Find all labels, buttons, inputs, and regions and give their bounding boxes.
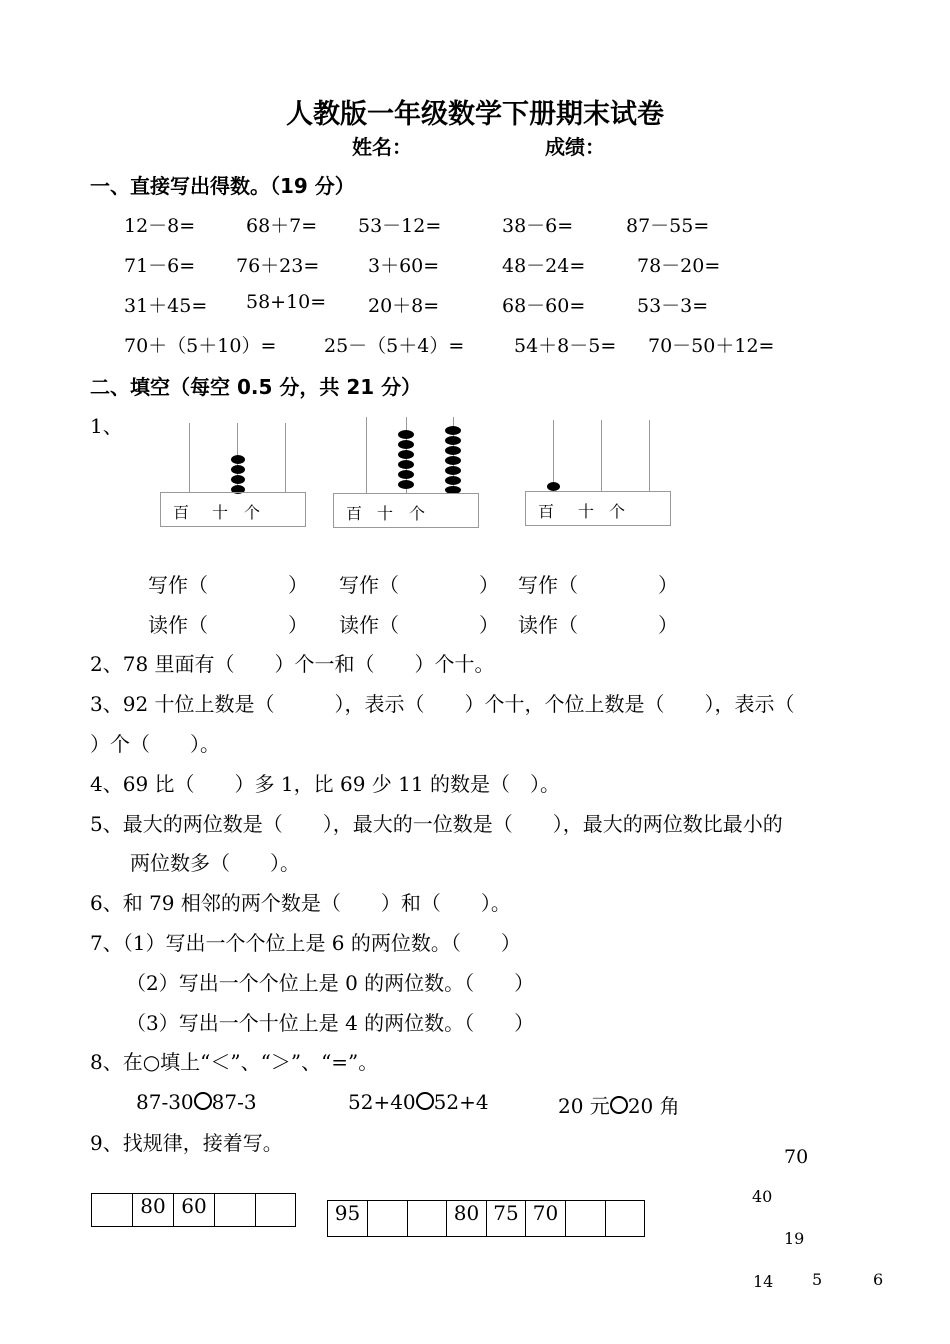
abacus-label-tens: 十 <box>578 502 595 521</box>
abacus-label-hundreds: 百 <box>538 502 555 521</box>
question-5: 5、最大的两位数是（ ），最大的一位数是（ ），最大的两位数比最小的 <box>90 812 783 836</box>
arithmetic-item: 53－12= <box>358 215 442 237</box>
side-number: 14 <box>753 1272 774 1291</box>
side-number: 70 <box>784 1146 809 1168</box>
sequence-2-cell[interactable] <box>367 1200 408 1237</box>
abacus-label-hundreds: 百 <box>346 504 363 523</box>
question-7-part3: （3）写出一个十位上是 4 的两位数。（ ） <box>126 1011 535 1035</box>
abacus-bead <box>398 470 414 479</box>
compare-circle[interactable] <box>194 1092 212 1110</box>
sequence-2-cell: 95 <box>327 1200 368 1237</box>
score-label: 成绩： <box>545 135 605 159</box>
abacus-bead <box>231 475 245 484</box>
arithmetic-item: 31＋45= <box>124 295 208 317</box>
arithmetic-item: 53－3= <box>637 295 709 317</box>
compare-left: 20 元 <box>558 1094 610 1118</box>
compare-item-1 <box>136 1090 257 1114</box>
question-7-part2: （2）写出一个个位上是 0 的两位数。（ ） <box>126 971 535 995</box>
abacus-bead <box>398 480 414 489</box>
sequence-1-cell[interactable] <box>91 1193 133 1227</box>
question-2: 2、78 里面有（ ）个一和（ ）个十。 <box>90 652 495 676</box>
arithmetic-item: 20＋8= <box>368 295 440 317</box>
abacus-bead <box>231 455 245 464</box>
arithmetic-item: 54＋8－5= <box>514 335 617 357</box>
abacus-bead <box>547 482 560 491</box>
question-8: 8、在○填上“＜”、“＞”、“=”。 <box>90 1050 379 1074</box>
arithmetic-item: 12－8= <box>124 215 196 237</box>
question-7-part1: 7、（1）写出一个个位上是 6 的两位数。（ ） <box>90 931 521 955</box>
question-6: 6、和 79 相邻的两个数是（ ）和（ ）。 <box>90 891 511 915</box>
read-as-blank: 读作（ ） <box>148 613 308 637</box>
arithmetic-item: 71－6= <box>124 255 196 277</box>
arithmetic-item: 76＋23= <box>236 255 320 277</box>
compare-left: 52+40 <box>348 1090 416 1114</box>
compare-right: 87-3 <box>211 1090 257 1114</box>
side-number: 19 <box>784 1229 805 1248</box>
arithmetic-item: 70＋（5＋10）= <box>124 335 277 357</box>
sequence-2-cell: 75 <box>486 1200 526 1237</box>
sequence-1-cell[interactable] <box>255 1193 296 1227</box>
compare-item-3 <box>558 1090 680 1119</box>
arithmetic-item: 25－（5＋4）= <box>324 335 465 357</box>
abacus-label-hundreds: 百 <box>173 503 190 522</box>
write-as-blank: 写作（ ） <box>148 573 308 597</box>
arithmetic-item: 87－55= <box>626 215 710 237</box>
compare-right: 52+4 <box>433 1090 489 1114</box>
abacus-rod <box>189 423 190 493</box>
compare-right: 20 角 <box>627 1094 680 1118</box>
side-number: 5 <box>812 1270 823 1289</box>
arithmetic-item: 3＋60= <box>368 255 440 277</box>
sequence-2-cell[interactable] <box>605 1200 645 1237</box>
abacus-bead <box>445 466 461 475</box>
arithmetic-item: 48－24= <box>502 255 586 277</box>
arithmetic-item: 68－60= <box>502 295 586 317</box>
abacus-bead <box>445 426 461 435</box>
abacus-bead <box>398 450 414 459</box>
question-3-continued: ）个（ ）。 <box>90 732 220 756</box>
read-as-blank: 读作（ ） <box>518 613 678 637</box>
question-5-continued: 两位数多（ ）。 <box>130 851 300 875</box>
abacus-rod <box>285 423 286 493</box>
side-number: 6 <box>873 1270 884 1289</box>
read-as-blank: 读作（ ） <box>339 613 499 637</box>
name-label: 姓名： <box>352 135 412 159</box>
arithmetic-item: 70－50＋12= <box>648 335 775 357</box>
arithmetic-item: 68＋7= <box>246 215 318 237</box>
section1-heading: 一、直接写出得数。（19 分） <box>90 174 355 198</box>
abacus-bead <box>445 476 461 485</box>
abacus-bead <box>398 460 414 469</box>
compare-left: 87-30 <box>136 1090 194 1114</box>
arithmetic-item: 58+10= <box>246 291 327 313</box>
sequence-1-cell[interactable] <box>214 1193 256 1227</box>
sequence-2-cell: 70 <box>525 1200 566 1237</box>
abacus-label-ones: 个 <box>609 502 626 521</box>
abacus-label-tens: 十 <box>212 503 229 522</box>
abacus-rod <box>649 420 650 492</box>
page-title: 人教版一年级数学下册期末试卷 <box>286 99 664 130</box>
compare-circle[interactable] <box>416 1092 434 1110</box>
compare-item-2 <box>348 1090 489 1114</box>
arithmetic-item: 78－20= <box>637 255 721 277</box>
question-9: 9、找规律，接着写。 <box>90 1131 283 1155</box>
sequence-2-cell[interactable] <box>407 1200 447 1237</box>
abacus-bead <box>445 446 461 455</box>
write-as-blank: 写作（ ） <box>518 573 678 597</box>
abacus-bead <box>398 440 414 449</box>
sequence-1-cell: 80 <box>132 1193 174 1227</box>
side-number: 40 <box>752 1187 773 1206</box>
abacus-label-tens: 十 <box>377 504 394 523</box>
question-4: 4、69 比（ ）多 1，比 69 少 11 的数是（ ）。 <box>90 772 560 796</box>
abacus-label-ones: 个 <box>244 503 261 522</box>
abacus-rod <box>366 417 367 494</box>
question-3: 3、92 十位上数是（ ），表示（ ）个十，个位上数是（ ），表示（ <box>90 692 795 716</box>
abacus-bead <box>231 465 245 474</box>
abacus-bead <box>398 430 414 439</box>
compare-circle[interactable] <box>610 1096 628 1114</box>
abacus-label-ones: 个 <box>409 504 426 523</box>
arithmetic-item: 38－6= <box>502 215 574 237</box>
abacus-bead <box>445 456 461 465</box>
abacus-rod <box>601 420 602 492</box>
section2-heading: 二、填空（每空 0.5 分，共 21 分） <box>90 375 422 399</box>
write-as-blank: 写作（ ） <box>339 573 499 597</box>
sequence-2-cell: 80 <box>446 1200 487 1237</box>
abacus-bead <box>445 436 461 445</box>
question-number: 1、 <box>90 414 123 438</box>
sequence-2-cell[interactable] <box>565 1200 606 1237</box>
sequence-1-cell: 60 <box>173 1193 215 1227</box>
